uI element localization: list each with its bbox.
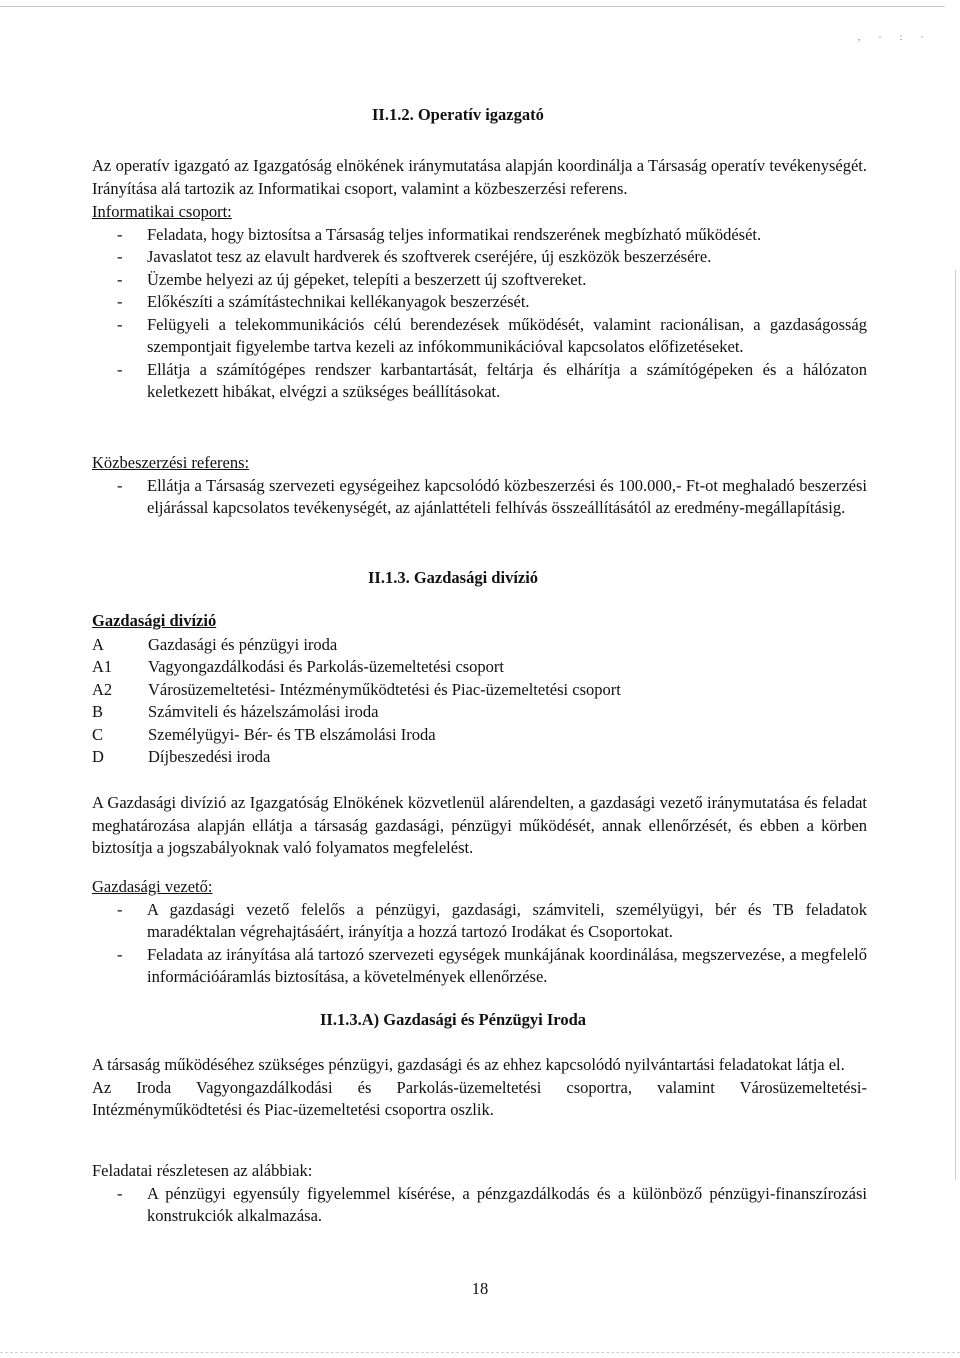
division-paragraph-block — [92, 792, 867, 860]
unit-name: Személyügyi- Bér- és TB elszámolási Iroda — [148, 724, 436, 744]
it-group-list — [92, 224, 867, 404]
list-item: - Javaslatot tesz az elavult hardverek és szoftverek cseréjére, új eszközök beszerzésére. — [92, 246, 867, 269]
table-row — [92, 656, 621, 679]
scan-right-edge-line — [955, 270, 956, 1180]
section-title-operativ-igazgato: II.1.2. Operatív igazgató — [372, 105, 544, 124]
list-item: - Előkészíti a számítástechnikai kellékanyagok beszerzését. — [92, 291, 867, 314]
scan-specks: , · : · — [858, 32, 932, 42]
leader-block — [92, 876, 867, 989]
division-units-table — [92, 634, 621, 769]
procurement-list — [92, 475, 867, 520]
unit-code: A2 — [92, 679, 113, 699]
division-paragraph: A Gazdasági divízió az Igazgatóság Elnökének közvetlenül alárendelten, a gazdasági vezető iránymutatása és feladat meghatározása alapján ellátja a társaság gazdasági, pénzügyi működését, annak ellenőrzését, és ebben a körben biztosítja a jogszabályoknak való folyamatos megfelelést. — [92, 793, 867, 857]
procurement-block — [92, 452, 867, 520]
list-item: - Felügyeli a telekommunikációs célú berendezések működését, valamint racionálisan, a gazdaságosság szempontjait figyelembe tartva kezeli az infókommunikációval kapcsolatos előfizetéseket. — [92, 314, 867, 359]
unit-name: Díjbeszedési iroda — [148, 747, 271, 766]
tasks-heading: Feladatai részletesen az alábbiak: — [92, 1161, 313, 1180]
unit-name: Vagyongazdálkodási és Parkolás-üzemeltetési csoport — [148, 657, 505, 676]
tasks-list — [92, 1183, 867, 1228]
leader-heading: Gazdasági vezető: — [92, 877, 213, 896]
unit-name: Gazdasági és pénzügyi iroda — [148, 634, 338, 654]
list-item: - Ellátja a számítógépes rendszer karbantartását, feltárja és elhárítja a számítógépeken és a hálózaton keletkezett hibákat, elvégzi a szükséges beállításokat. — [92, 359, 867, 404]
it-group-heading: Informatikai csoport: — [92, 202, 232, 221]
unit-code: A — [92, 634, 104, 654]
section-title-gazdasagi-es-penzugyi-iroda: II.1.3.A) Gazdasági és Pénzügyi Iroda — [320, 1010, 586, 1029]
table-row — [92, 746, 621, 769]
table-row — [92, 634, 621, 657]
scan-bottom-line — [0, 1352, 960, 1353]
table-row — [92, 724, 621, 747]
scan-top-line — [0, 6, 945, 7]
list-item: - Ellátja a Társaság szervezeti egységeihez kapcsolódó közbeszerzési és 100.000,- Ft-ot meghaladó beszerzési eljárással kapcsolatos tevékenységét, az ajánlattételi felhívás összeállításától az eredmény-megállapításig. — [92, 475, 867, 520]
it-group-block — [92, 201, 867, 404]
intro-paragraph: Az operatív igazgató az Igazgatóság elnökének iránymutatása alapján koordinálja a Társaság operatív tevékenységét. Irányítása alá tartozik az Informatikai csoport, valamint a közbeszerzési referens. — [92, 156, 867, 198]
procurement-heading: Közbeszerzési referens: — [92, 453, 250, 472]
section-title-gazdasagi-divizio: II.1.3. Gazdasági divízió — [368, 568, 539, 587]
leader-list — [92, 899, 867, 989]
table-row — [92, 679, 621, 702]
list-item: - A gazdasági vezető felelős a pénzügyi, gazdasági, számviteli, személyügyi, bér és TB feladatok maradéktalan végrehajtásáért, irányítja a hozzá tartozó Irodákat és Csoportokat. — [92, 899, 867, 944]
intro-paragraph-block — [92, 155, 867, 200]
office-paragraphs-block — [92, 1054, 867, 1122]
list-item: - Feladata az irányítása alá tartozó szervezeti egységek munkájának koordinálása, megszervezése, a megfelelő információáramlás biztosítása, a követelmények ellenőrzése. — [92, 944, 867, 989]
unit-code: A1 — [92, 657, 113, 676]
unit-code: B — [92, 702, 104, 721]
page-number: 18 — [471, 1279, 489, 1298]
unit-name: Számviteli és házelszámolási iroda — [148, 702, 379, 721]
unit-code: D — [92, 747, 104, 766]
tasks-block — [92, 1160, 867, 1228]
division-list-heading: Gazdasági divízió — [92, 611, 217, 630]
unit-name: Városüzemeltetési- Intézményműködtetési és Piac-üzemeltetési csoport — [148, 679, 621, 699]
list-item: - Üzembe helyezi az új gépeket, telepíti a beszerzett új szoftvereket. — [92, 269, 867, 292]
list-item: - Feladata, hogy biztosítsa a Társaság teljes informatikai rendszerének megbízható működését. — [92, 224, 867, 247]
office-paragraph-1: A társaság működéséhez szükséges pénzügyi, gazdasági és az ehhez kapcsolódó nyilvántartási feladatokat látja el. — [92, 1055, 845, 1074]
table-row — [92, 701, 621, 724]
division-units-block — [92, 610, 867, 769]
list-item: - A pénzügyi egyensúly figyelemmel kísérése, a pénzgazdálkodás és a különböző pénzügyi-finanszírozási konstrukciók alkalmazása. — [92, 1183, 867, 1228]
unit-code: C — [92, 724, 104, 744]
office-paragraph-2: Az Iroda Vagyongazdálkodási és Parkolás-üzemeltetési csoportra, valamint Városüzemeltetési- Intézményműködtetési és Piac-üzemeltetési csoportra oszlik. — [92, 1077, 867, 1119]
